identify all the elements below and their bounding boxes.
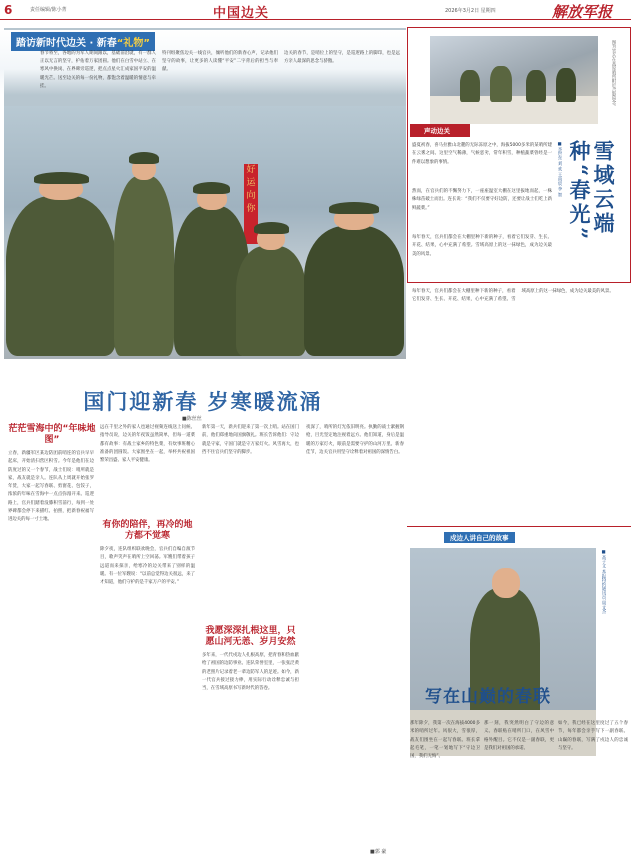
side1-byline: ■李世东 刘 欢 王雨宸 李 智 [557, 142, 562, 197]
end-byline: ■郭 豪 [370, 849, 387, 855]
body-col-f: 夜深了，哨所的灯光依旧明亮。执勤的战士紧握钢枪，目光坚定地注视着远方。他们知道，身后是温暖的万家灯火，眼前是需要守护的山河万里。新春佳节，边关官兵用坚守诠释着对祖国的深情告白。 [306, 425, 404, 455]
side1-text-2: 然而，在官兵们的不懈努力下，一座座温室大棚在这里拔地而起，一株株绿苗破土而出。连长说：“我们不仅要守好边防，还要让战士们吃上新鲜蔬菜。” [412, 189, 552, 211]
soldiers-photo [4, 106, 406, 359]
editor-line: 责任编辑/陈小菁 [30, 7, 67, 13]
side2-text-2: 那一刻，我突然明白了守边的意义。春联贴在哨所门口，在风雪中格外醒目。它不仅是一副春联，更是我们对祖国的承诺。 [484, 721, 554, 751]
photo-caption: 图为官兵在高原哨所附近合影留念。 [611, 40, 616, 109]
soldier-figure [236, 246, 306, 356]
page-header [0, 0, 631, 20]
body-col-b: 远在千里之外的家人也通过视频连线送上问候。指导员说，边关的年夜饭虽然简单，但每一道菜都有故事：有战士家乡的特色菜，有炊事班精心准备的团圆饭。大家围坐在一起，举杯共祝祖国繁荣昌盛、家人平安健康。 [100, 425, 195, 464]
body-col-c: 除夕夜，连队组织联欢晚会，官兵们自编自演节目，歌声笑声在哨所上空回荡。军嫂们带着孩子远道而来探亲，给寒冷的边关带来了别样的温暖。有一位军嫂说：“以前总觉得边关很远，来了才知道，他们守护的是千家万户的平安。” [100, 547, 195, 586]
section-title: 中国边关 [213, 6, 270, 21]
body-col-a: 立春，新疆军区某边防团前哨连的官兵早早起床，开始清扫营区积雪。今年是他们在边防度过的又一个春节，战士们说：哨所就是家，战友就是亲人。连队从上周就开始张罗年货，大家一起写春联、剪窗花、包饺子，浓浓的年味在雪海中一点点弥漫开来。巡逻路上，官兵们踏着没膝积雪前行，每到一处界碑都会停下来描红、拍照，把新春祝福写进边关的每一寸土地。 [8, 451, 94, 523]
issue-date: 2026年3月2日 星期四 [445, 8, 496, 14]
banner-title: 踏访新时代边关 · 新春“礼物” [11, 32, 155, 51]
subheading-1: 茫茫雪海中的“年味地图” [8, 424, 96, 445]
highland-photo [430, 36, 598, 124]
hero-title: 国门迎新春 岁寒暖流涌 [83, 390, 323, 414]
section-tag-2: 戍边人讲自己的故事 [444, 532, 515, 543]
side2-title: 写在山巅的春联 [425, 687, 551, 707]
side2-text-1: 那年除夕，我第一次在海拔4000多米的哨所过年。风很大，雪很厚，战友们围坐在一起写春联。班长拿起毛笔，一笔一划地写下“守边卫国，我们无悔”。 [410, 721, 480, 760]
soldier-figure [304, 226, 404, 356]
body-col-e: 多年来，一代代戍边人扎根高原，把青春和热血献给了祖国的边防事业。连队荣誉室里，一张张泛黄的老照片记录着老一辈边防军人的足迹。如今，新一代官兵接过接力棒，用实际行动诠释忠诚与担当，在雪域高原书写新时代的答卷。 [202, 653, 299, 692]
body-col-d: 新年第一天，新兵们迎来了第一次上哨。站在国门前，他们郑重地向国旗敬礼。班长告诉他们：守边就是守家，守国门就是守万家灯火。风雪再大，也挡不住官兵们坚守的脚步。 [202, 425, 299, 455]
page-number: 6 [4, 3, 13, 17]
intro-col-1: 春节将至，各地的为军人期间跟以，基础前沿就，有一群人正以无言的坚守，护佑着万家团圆。他们在白雪中站立、在寒风中换岗、在界碑旁巡逻，把点点星火汇成家国平安的温暖光芒。送至边关的每一份礼物，都饱含着温暖的情意与牵挂。 [40, 51, 156, 89]
side2-byline: ■高子文 本报特约通讯员 周文杰 [601, 550, 606, 614]
subheading-2: 有你的陪伴，再冷的地方都不觉寒 [102, 520, 193, 541]
intro-col-3: 边关的春节，是哨位上的坚守，是巡逻路上的脚印，也是远方亲人最深的思念与骄傲。 [284, 51, 400, 65]
hero-byline: ■陈丝丝 [182, 416, 202, 422]
newspaper-logo: 解放军报 [552, 3, 613, 21]
side1-title: 雪域云端种“春光” [567, 140, 616, 243]
divider [407, 526, 631, 527]
subheading-3: 我愿深深扎根这里，只愿山河无恙、岁月安然 [205, 626, 296, 647]
section-tag-1: 声动边关 [410, 124, 470, 137]
couplet-right: 好运向你 [244, 164, 258, 244]
soldier-figure [6, 196, 116, 356]
side1-continued: 每年春天，官兵们都会在大棚里种下新的种子，看着它们发芽、生长、开花、结果，心中充满了希望。雪域高原上的这一抹绿色，成为边关最美的风景。 [412, 289, 614, 303]
side2-text-3: 如今，我已经在这里度过了五个春节，每年都会亲手写下一副春联。山巅的春联，写满了戍边人的忠诚与坚守。 [558, 721, 628, 751]
side1-text-1: 盛夏初春，喜马拉雅山北麓的无际冻原之中，海拔5000多米的某哨所建在云雾之间。这里空气稀薄，气候恶劣，常年积雪，种植蔬菜曾经是一件难以想象的事情。 [412, 143, 552, 165]
intro-col-2: 特刊组聚焦边关一线官兵，倾听他们的新春心声，记录他们坚守的故事，让更多的人读懂“平安”二字背后的担当与奉献。 [162, 51, 278, 73]
side1-text-3: 每年春天，官兵们都会在大棚里种下新的种子，看着它们发芽、生长、开花、结果，心中充满了希望。雪域高原上的这一抹绿色，成为边关最美的风景。 [412, 235, 552, 257]
banner [0, 30, 406, 95]
soldier-figure [114, 176, 174, 356]
